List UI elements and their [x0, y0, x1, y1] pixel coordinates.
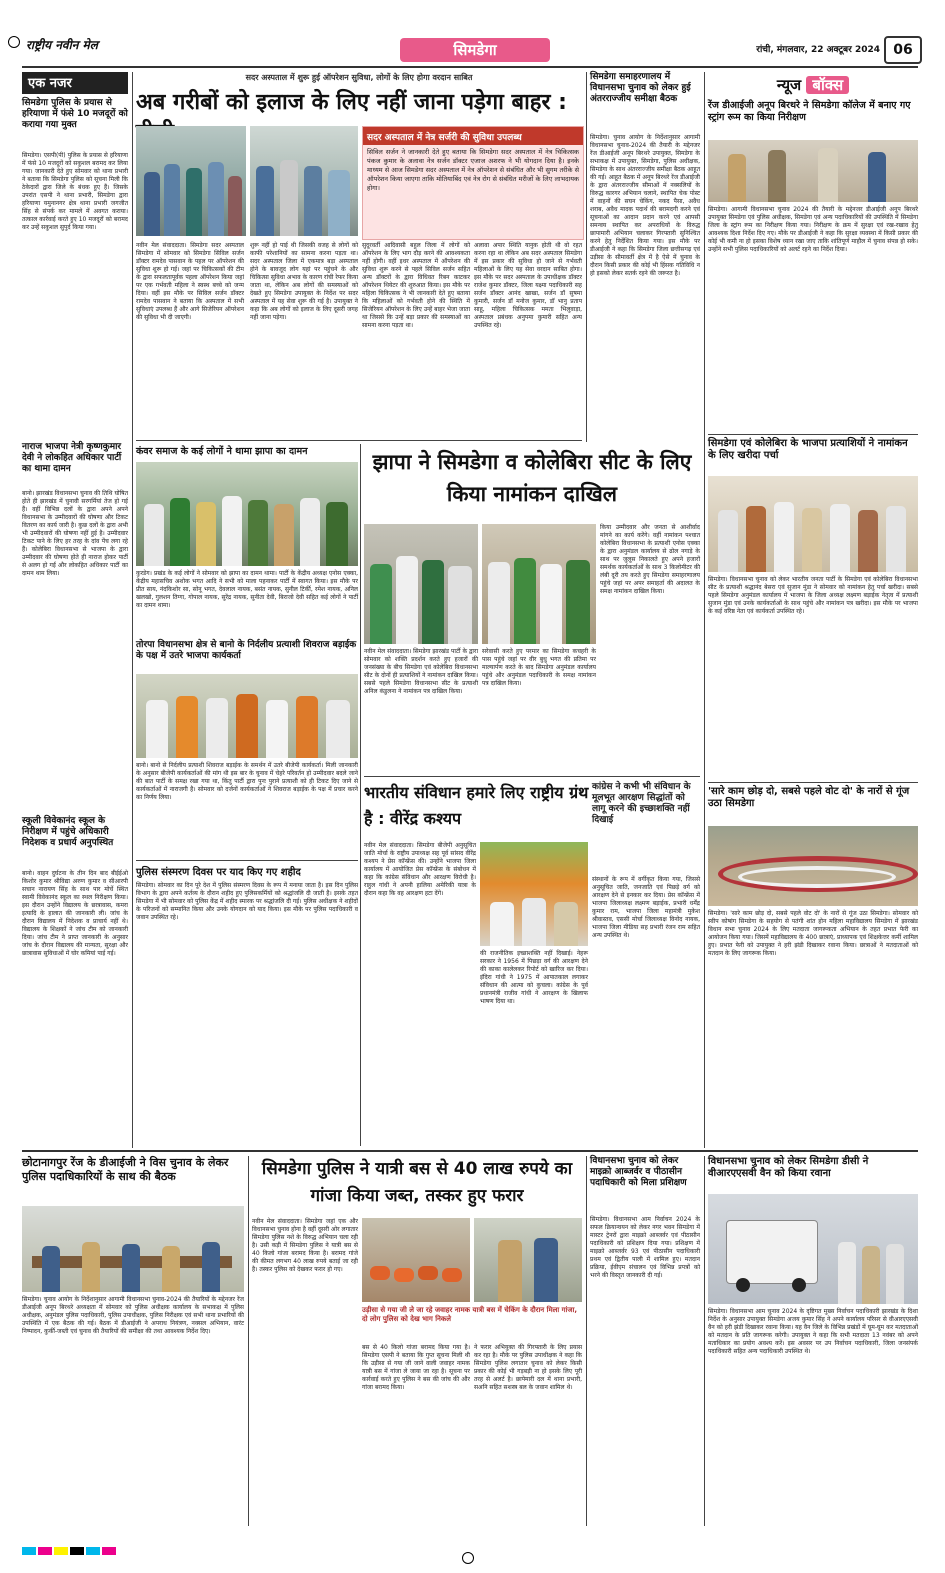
bottom-story4-title: विधानसभा चुनाव को लेकर सिमडेगा डीसी ने वीआरएएसवी वैन को किया रवाना: [708, 1156, 869, 1179]
kashyap-headline: भारतीय संविधान हमारे लिए राष्ट्रीय ग्रंथ है : वीरेंद्र कश्यप: [364, 783, 589, 828]
ek-nazar-label: एक नजर: [22, 72, 128, 94]
dig-meeting-photo: [22, 1206, 244, 1292]
bottom-story3-title: विधानसभा चुनाव को लेकर माइक्रो आब्जर्वर व पीठासीन पदाधिकारी को मिला प्रशिक्षण: [590, 1156, 687, 1188]
left-story1-title: सिमडेगा पुलिस के प्रयास से हरियाणा में फंसे 10 मजदूरों को कराया गया मुक्त: [22, 98, 128, 130]
left-story3-body: बानो। वाहन दुर्घटना के तीन दिन बाद बीईईओ किशोर कुमार श्रीविद्या अरुण कुमार व सीआरपी सचान नारायण सिंह के साथ पार मोर्चे स्थित स्वामी विवेकानंद स्कूल का स्थल निरीक्षण किया। इस दौरान उन्होंने विद्यालय के छात्रावास, कमरा इत्यादि के हालात की जानकारी ली। जांच के दौरान विद्यालय में निदेशक व प्राचार्य नहीं थे। विद्यालय के शिक्षकों ने जांच टीम को जानकारी दिया। जांच टीम ने प्राप्त जानकारी के अनुसार जांच के दौरान विद्यालय की मान्यता, सुरक्षा और छात्रावास सुविधाओं में घोर कमियां पाई गई।: [22, 870, 128, 957]
row4-title: पुलिस संस्मरण दिवस पर याद किए गए शहीद: [136, 867, 301, 878]
rally-photo: [708, 826, 918, 906]
column-rule: [704, 1156, 705, 1526]
bottom-story1-title: छोटानागपुर रेंज के डीआईजी ने विस चुनाव के लेकर पुलिस पदाधिकारियों के साथ की बैठक: [22, 1156, 229, 1183]
main-kicker: सदर अस्पताल में शुरू हुई ऑपरेशन सुविधा, लोगों के लिए होगा वरदान साबित: [245, 73, 473, 82]
kanwar-photo: [136, 462, 358, 566]
column-rule: [586, 72, 587, 442]
print-color-bar: [22, 1540, 918, 1550]
ganja-photo-1: [362, 1218, 470, 1302]
masthead-rule: [22, 66, 918, 68]
highlight-body: सिविल सर्जन ने जानकारी देते हुए बताया कि सिमडेगा सदर अस्पताल में नेत्र चिकित्सक पंकज कुमार के अलावा नेत्र सर्जन डॉक्टर एजाज अशरफ ने भी योगदान दिया है। इनके माध्यम से आज सिमडेगा सदर अस्पताल में नेत्र ऑपरेशन से संबंधित और भी सुगम तरीके से ऑपरेशन किया जाएगा ताकि मोतियाबिंद एवं नेत्र रोग से संबंधित मरीजों के लिए लाभदायक होगा।: [367, 148, 579, 192]
column-rule: [132, 72, 133, 1148]
row2-title: कंवर समाज के कई लोगों ने थामा झापा का दामन: [136, 446, 308, 457]
jhapa-body-col2: सरेवासी करते हुए परमार का सिमडेगा कचहरी के पास पहुंचे जहां पर वीर बुधु भगत की प्रतिमा पर माल्यार्पण करते के बाद सिमडेगा अनुमंडल कार्यालय पहुंचे और अनुमंडल पदाधिकारी के समक्ष नामांकन पत्र दाखिल किया।: [482, 648, 596, 687]
column-rule: [360, 444, 361, 1146]
left-story3-title: स्कूली विवेकानंद स्कूल के निरीक्षण में पहुंचे अधिकारी निदेशक व प्रधार्य अनुपस्थित: [22, 816, 114, 848]
jhapa-photo-1: [364, 524, 478, 644]
main-body-col4: अलावा अपार स्थिति यानुक होती थी वो रहत करना रहा था लेकिन अब सदर अस्पताल सिमडेगा में इस प्रकार की सुविधा हो जाने से गर्भवती महिलाओं के लिए यह सेवा वरदान साबित होगा। इस मौके पर सदर अस्पताल के उपाधीक्षक डॉक्टर राजेश कुमार डॉक्टर, जिला यक्ष्मा पदाधिकारी सह सर्जन डॉक्टर आनंद खाखा, सर्जन डॉ सुषमा कुमारी, सर्जन डॉ मनोज कुमार, डॉ भानु प्रताप साहू, महिला चिकित्सक ममता भिलुवाड़ा, अस्पताल प्रबंधक अनुपमा कुमारी सहित अन्य उपस्थित रहे।: [474, 242, 582, 329]
row2-body: कुरडेग। प्रखंड के कई लोगों ने सोमवार को झापा का दामन थामा। पार्टी के केंद्रीय अध्यक्ष एनोस एक्का, केंद्रीय महासचिव अशोक भगत आदि ने सभी को माला पहनाकर पार्टी में स्वागत किया। इस मौके पर प्रीत साय, नंदकिशोर सा, सोनू भगत, देवलाल नायक, बसंत नायक, सुनील टिर्की, रमेश नायक, अनिल खलखो, गुलशन तिग्गा, गोपाल नायक, सुरेंद्र नायक, सुनीता देवी, बिराजो देवी सहित कई लोगों ने पार्टी का दामन थामा।: [136, 570, 358, 609]
page-number: 06: [884, 36, 922, 64]
section-rule: [708, 434, 918, 435]
bjp-candidates-photo: [708, 476, 918, 572]
jhapa-headline: झापा ने सिमडेगा व कोलेबिरा सीट के लिए किया नामांकन दाखिल: [372, 450, 692, 506]
right-story1-title: रेंज डीआईजी अनूप बिरथरे ने सिमडेगा कॉलेज में बनाए गए स्ट्रांग रूम का किया निरीक्षण: [708, 100, 911, 123]
section-title: सिमडेगा: [400, 38, 550, 62]
kashyap-photo: [480, 842, 588, 946]
jhapa-body-col1: नवीन मेल संवाददाता। सिमडेगा झारखंड पार्टी के द्वारा सोमवार को शक्ति प्रदर्शन करते हुए हजारों की जनसंख्या के बीच सिमडेगा एवं कोलेबिरा विधानसभा सीट के दोनों ही प्रत्याशियों ने नामांकन दाखिल किया। सबसे पहले सिमडेगा विधानसभा सीट के प्रत्याशी अनिल कंडुलना ने नामांकन पत्र दाखिल किया।: [364, 648, 478, 695]
congress-title: कांग्रेस ने कभी भी संविधान के मूलभूत आरक्षण सिद्धांतों को लागू करने की इच्छाशक्ति नहीं दिखाई: [592, 782, 691, 825]
jhapa-body-col3: किया उम्मीदवार और जनता से आशीर्वाद मांगने का कार्य करेंगे। वहीं नामांकन पश्चात कोलेबिरा विधानसभा के प्रत्याशी एनोस एक्का के द्वारा अनुमंडल कार्यालय से ढोल नगाड़े के साथ पर जुलूस निकालते हुए अपने हजारों समर्थक कार्यकर्ताओं के साथ 3 किलोमीटर की लंबी दूरी तय करते हुए सिमडेगा समाहरणालय पहुंचे जहां पर अपर समाहर्ता की अदालत के समक्ष नामांकन दाखिल किया।: [600, 524, 700, 595]
column-rule: [248, 1156, 249, 1526]
row3-title: तोरपा विधानसभा क्षेत्र से बानो के निर्दलीय प्रत्याशी शिवराज बड़ाईक के पक्ष में उतरे भाजपा कार्यकर्ता: [136, 640, 357, 661]
van-photo: [708, 1194, 918, 1304]
midright-body: सिमडेगा। चुनाव आयोग के निर्देशानुसार आगामी विधानसभा चुनाव-2024 की तैयारी के मद्देनजर रेंज डीआईजी अनूप बिरथरे उपायुक्त, सिमडेगा के सभाकक्ष में उपायुक्त, सिमडेगा, पुलिस अधीक्षक, सिमडेगा के साथ अंतरराज्जीय समीक्षा बैठक आहूत की गई। आहूत बैठक में अनूप बिरथरे रेंज डीआईजी के द्वारा अंतरराज्जीय सीमाओं में नक्सलियों के विरुद्ध कारगर अभियान चलाने, स्थापित चेक पोस्ट में वाहनों की सघन चेकिंग, नकद पैसा, अवैध शराब, अवैध मादक पदार्थ की बरामदगी करने एवं सूचनाओं का आदान प्रदान करने एवं आपसी समन्वय स्थापित कर अपराधियों के विरुद्ध छापामारी अभियान चलाकर गिरफ्तारी सुनिश्चित करने हेतु निर्देशित किया गया। इस मौके पर डीआईजी ने कहा कि सिमडेगा जिला छत्तीसगढ़ एवं उड़ीसा के सीमावर्ती क्षेत्र में है ऐसे में चुनाव के दौरान किसी प्रकार की कोई भी हिंसक गतिविधि न हो इसको लेकर सतर्क रहने की जरूरत है।: [590, 134, 700, 277]
ganja-photo-2: [474, 1218, 582, 1302]
dig-inspection-photo: [708, 140, 918, 202]
bottom-story3-body: सिमडेगा। विधानसभा आम निर्वाचन 2024 के सफल क्रियान्वयन को लेकर नगर भवन सिमडेगा में मास्टर ट्रेनरों द्वारा माइक्रो आब्जर्वर एवं पीठासीन पदाधिकारी को प्रशिक्षण दिया गया। प्रशिक्षण में माइक्रो आब्जर्वर 93 एवं पीठासीन पदाधिकारी प्रथम एवं द्वितीय पाली में शामिल हुए। मतदान प्रक्रिया, ईवीएम संचालन एवं विभिन्न प्रपत्रों को भरने की विस्तृत जानकारी दी गई।: [590, 1216, 700, 1279]
left-story1-body: सिमडेगा। एसपी(पी) पुलिस के प्रयास से हरियाणा में फंसे 10 मजदूरों को सकुशल बरामद कर लिया गया। जानकारी देते हुए सोमवार को थाना प्रभारी ने बताया कि सिमडेगा पुलिस को सूचना मिली कि ठेकेदारों द्वारा जिले के बंधक हुए हैं। जिसके उपरांत एसपी ने थाना प्रभारी, सिमडेगा द्वारा हरियाणा यमुनानगर क्षेत्र थाना प्रभारी जगजीत सिंह से संपर्क कर मामले में अवगत कराया। तत्काल कार्रवाई करते हुए 10 मजदूरों को बरामद कर उन्हें सकुशल सुपुर्द किया गया।: [22, 152, 128, 231]
column-rule: [586, 1156, 587, 1526]
bottom-story1-body: सिमडेगा। चुनाव आयोग के निर्देशानुसार आगामी विधानसभा चुनाव-2024 की तैयारियों के मद्देनजर रेंज डीआईजी अनूप बिरथरे अध्यक्षता में सोमवार को पुलिस अधीक्षक कार्यालय के सभाकक्ष में पुलिस अधीक्षक, अनुमंडल पुलिस पदाधिकारी, पुलिस उपाधीक्षक, पुलिस निरीक्षक एवं सभी थाना प्रभारियों की उपस्थिति में एक बैठक की गई। बैठक में डीआईजी ने अपराध नियंत्रण, नक्सल अभियान, वारंट निष्पादन, कुर्की-जब्ती एवं चुनाव की तैयारियों की समीक्षा की तथा आवश्यक निर्देश दिए।: [22, 1296, 244, 1335]
highlight-box: [362, 126, 584, 240]
main-body-col2: शुरू नहीं हो पाई थी जिसकी वजह से लोगों को काफी परेशानियों का सामना करना पड़ता था। सदर अस्पताल जिला में एकमात्र बड़ा अस्पताल होने के बावजूद लोग यहां पर पहुंचने के और चिकित्सा सुविधा अभाव के कारण रांची रेफर किया जाता था, लेकिन अब लोगों की समस्याओं को देखते हुए सिमडेगा उपायुक्त के निर्देश पर सदर अस्पताल में यह सेवा शुरू की गई है। उपायुक्त ने कहा कि अब लोगों को इलाज के लिए दूसरी जगह नहीं जाना पड़ेगा।: [250, 242, 358, 321]
dateline: रांची, मंगलवार, 22 अक्टूबर 2024: [756, 45, 880, 55]
news-box-label: न्यूज बॉक्स: [708, 74, 918, 96]
hospital-photo-2: [250, 126, 358, 236]
section-rule: [364, 776, 700, 777]
congress-body: संस्थानों के रूप में वर्गीकृत किया गया, जिससे अनुसूचित जाति, जनजाति एवं पिछड़े वर्ग को आरक्षण देने से इनकार कर दिया। प्रेस कॉन्फ्रेंस में भाजपा जिलाध्यक्ष लक्ष्मण बड़ाईक, प्रभारी धर्मेंद्र कुमार राम, भाजपा जिला महामंत्री मुकेश श्रीवास्तव, एससी मोर्चा जिलाध्यक्ष विनोद नायक, भाजपा जिला मीडिया सह प्रभारी रंजन राम सहित अन्य उपस्थित थे।: [592, 876, 700, 939]
right-story1-body: सिमडेगा। आगामी विधानसभा चुनाव 2024 की तैयारी के मद्देनजर डीआईजी अनूप बिरथरे उपायुक्त सिमडेगा एवं पुलिस अधीक्षक, सिमडेगा एवं अन्य पदाधिकारियों की उपस्थिति में सिमडेगा जिला के स्ट्रांग रूम का निरीक्षण किया गया। निरीक्षण के क्रम में सुरक्षा एवं रख-रखाव हेतु आवश्यक दिशा निर्देश दिए गए। मौके पर डीआईजी ने कहा कि सुरक्षा व्यवस्था में किसी प्रकार की कोई भी कमी ना हो इसका विशेष ध्यान रखा जाए ताकि शांतिपूर्ण माहौल में चुनाव संपन्न हो सके। उन्होंने सभी पुलिस पदाधिकारियों को अलर्ट रहने का निर्देश दिया।: [708, 206, 918, 253]
left-story2-title: नाराज भाजपा नेत्री कृष्णकुमार देवी ने लोकहित अधिकार पार्टी का थामा दामन: [22, 442, 122, 474]
right-story3-body: सिमडेगा। 'सारे काम छोड़ दो, सबसे पहले वोट दो' के नारों से गूंज उठा सिमडेगा। सोमवार को स्वीप कोषांग सिमडेगा के सहयोग से पतंगी शांत होन महिला महाविद्यालय सिमडेगा में झारखंड विधान सभा चुनाव 2024 के लिए मतदाता जागरूकता अभियान के तहत प्रभात फेरी का आयोजन किया गया। जिसमें महाविद्यालय के 400 छात्राएं, प्राध्यापक एवं शिक्षकेत्तर कर्मी शामिल हुए। प्रभात फेरी को उपायुक्त ने हरी झंडी दिखाकर रवाना किया। छात्राओं ने मतदाताओं को मतदान के लिए जागरूक किया।: [708, 910, 918, 957]
jhapa-photo-2: [482, 524, 596, 644]
main-body-col3: सुदूरवर्ती आदिवासी बहुल जिला में लोगों को ऑपरेशन के लिए भाग दौड़ करने की आवश्यकता नहीं होगी। वहीं इधर अस्पताल में ऑपरेशन की सुविधा शुरू करने से पहले सिविल सर्जन सहित अन्य डॉक्टरों के द्वारा विधिवत रिबन काटकर ऑपरेशन थियेटर की शुरुआत किया। इस मौके पर महिला चिकित्सक ने भी जानकारी देते हुए बताया कि महिलाओं को गर्भवती होने की स्थिति में सिजेरियन ऑपरेशन के लिए उन्हें बाहर भेजा जाता था जिससे कि उन्हें बड़ा प्रकार की समस्याओं का सामना करना पड़ता था।: [362, 242, 470, 329]
right-story2-title: सिमडेगा एवं कोलेबिरा के भाजपा प्रत्याशियों ने नामांकन के लिए खरीदा पर्चा: [708, 438, 908, 461]
bottom-story2-body2: बस से 40 किलो गांजा बरामद किया गया है। सिमडेगा एसपी ने बताया कि गुप्त सूचना मिली थी कि उड़ीसा से गया जी जाने वाली जवाहर नामक यात्री बस में गांजा ले जाया जा रहा है। सूचना पर कार्रवाई करते हुए पुलिस ने बस की जांच की और गांजा बरामद किया।: [362, 1344, 470, 1391]
torpa-photo: [136, 674, 358, 758]
registration-mark: [8, 36, 20, 48]
section-rule: [708, 782, 918, 783]
kashyap-body-col2: की राजनीतिक इच्छाशक्ति नहीं दिखाई। नेहरू सरकार ने 1956 में पिछड़ा वर्ग की आरक्षण देने की काका कालेलकर रिपोर्ट को खारिज कर दिया। इंदिरा गांधी ने 1975 में आपातकाल लगाकर संविधान की आत्मा को कुचला। कांग्रेस के पूर्व प्रधानमंत्री राजीव गांधी ने आरक्षण के खिलाफ भाषण दिया था।: [480, 950, 588, 1005]
hospital-photo-1: [136, 126, 246, 236]
midright-title: सिमडेगा समाहरणालय में विधानसभा चुनाव को लेकर हुई अंतरराज्जीय समीक्षा बैठक: [590, 72, 691, 104]
bottom-story2-headline: सिमडेगा पुलिस ने यात्री बस से 40 लाख रुपये का गांजा किया जब्त, तस्कर हुए फरार: [261, 1159, 573, 1206]
left-story2-body: बानो। झारखंड विधानसभा चुनाव की तिथि घोषित होते ही झारखंड में चुनावी सरगर्मियां तेज हो गई हैं। वहीं विभिन्न दलों के द्वारा अपने अपने विधानसभा के उम्मीदवारों की घोषणा और टिकट वितरण का कार्य जारी है। कुछ दलों के द्वारा अभी भी उम्मीदवारों की घोषणा नहीं हुई है। उम्मीदवार टिकट पाने के लिए हर तरह के दांव पेंच लगा रहे हैं। कोलेबिरा विधानसभा से भाजपा के द्वारा उम्मीदवार की घोषणा होते ही नाराज होकर पार्टी से अलग हो गईं और लोकहित अधिकार पार्टी का दामन थाम लिया।: [22, 490, 128, 577]
highlight-title: सदर अस्पताल में नेत्र सर्जरी की सुविधा उपलब्ध: [363, 127, 583, 145]
row3-body: बानो। बानो से निर्दलीय प्रत्याशी शिवराज बड़ाईक के समर्थन में उतरे बीजेपी कार्यकर्ता। मिली जानकारी के अनुसार बीजेपी कार्यकर्ताओं की मांग थी इस बार के चुनाव में चेहरे परिवर्तन हो उम्मीदवार बदले जाने की बात पार्टी के समक्ष रखा गया था, किंतु पार्टी द्वारा पुनः पुराने प्रत्याशी को ही टिकट दिए जाने से कार्यकर्ताओं में नाराजगी है। सोमवार को दर्जनों कार्यकर्ताओं ने शिवराज बड़ाईक के पक्ष में प्रचार करने का निर्णय लिया।: [136, 762, 358, 801]
main-headline: अब गरीबों को इलाज के लिए नहीं जाना पड़ेगा बाहर :: [136, 90, 567, 115]
ganja-photo-caption: उड़ीसा से गया जी ले जा रहे जवाहर नामक यात्री बस में चेकिंग के दौरान मिला गांजा, दो लोग पुलिस को देख भाग निकले: [362, 1306, 578, 1323]
masthead-logo: राष्ट्रीय नवीन मेल: [26, 38, 98, 52]
kashyap-body-col1: नवीन मेल संवाददाता। सिमडेगा बीजेपी अनुसूचित जाति मोर्चा के राष्ट्रीय उपाध्यक्ष सह पूर्व सांसद वीरेंद्र कश्यप ने प्रेस कॉन्फ्रेंस की। उन्होंने भाजपा जिला कार्यालय में आयोजित प्रेस कॉन्फ्रेंस के संबोधन में कहा कि कांग्रेस संविधान और आरक्षण विरोधी है। राहुल गांधी ने अपनी हालिया अमेरिकी यात्रा के दौरान कहा कि वह आरक्षण हटा देंगे।: [364, 842, 476, 897]
bottom-rule: [22, 1150, 918, 1152]
row4-body: सिमडेगा। सोमवार का दिन पूरे देश में पुलिस संस्मरण दिवस के रूप में मनाया जाता है। इस दिन पुलिस विभाग के द्वारा अपने कर्तव्य के दौरान शहीद हुए पुलिसकर्मियों को श्रद्धांजलि दी जाती है। इसके तहत सिमडेगा में भी सोमवार को पुलिस केंद्र में शहीद स्मारक पर श्रद्धांजलि दी गई। पुलिस अधीक्षक ने शहीदों के परिजनों को सम्मानित किया और उनके योगदान को याद किया। इस मौके पर पुलिस पदाधिकारी व जवान उपस्थित रहे।: [136, 882, 358, 921]
registration-mark: [462, 1552, 474, 1564]
right-story2-body: सिमडेगा। विधानसभा चुनाव को लेकर भारतीय जनता पार्टी के सिमडेगा एवं कोलेबिरा विधानसभा सीट के प्रत्याशी श्रद्धानंद बेसरा एवं सुजान मुंडा ने सोमवार को नामांकन हेतु पर्चा खरीदा। सबसे पहले सिमडेगा अनुमंडल कार्यालय में भाजपा के जिला अध्यक्ष लक्ष्मण बड़ाईक नेतृत्व में प्रत्याशी सुजान मुंडा एवं उनके कार्यकर्ताओं के साथ पहुंचे और नामांकन पत्र खरीदा। इस मौके पर भाजपा के कई वरिष्ठ नेता एवं कार्यकर्ता उपस्थित रहे।: [708, 576, 918, 615]
bottom-story2-body3: ने फरार अभियुक्त की गिरफ्तारी के लिए प्रयास कर रहा है। मौके पर पुलिस उपाधीक्षक ने कहा कि सिमडेगा पुलिस लगातार चुनाव को लेकर किसी प्रकार की कोई भी गड़बड़ी ना हो इसके लिए पूरी तरह से अलर्ट है। छापेमारी दल में थाना प्रभारी, सअनि सहित सशस्त्र बल के जवान शामिल थे।: [474, 1344, 582, 1391]
section-rule: [136, 440, 582, 441]
bottom-story4-body: सिमडेगा। विधानसभा आम चुनाव 2024 के दृष्टिगत मुख्य निर्वाचन पदाधिकारी झारखंड के दिशा निर्देश के अनुसार उपायुक्त सिमडेगा अजय कुमार सिंह ने अपने कार्यालय परिसर से वीआरएएसवी वैन को हरी झंडी दिखाकर रवाना किया। यह वैन जिले के विभिन्न प्रखंडों में घूम-घूम कर मतदाताओं को मतदान के प्रति जागरूक करेगी। उपायुक्त ने कहा कि सभी मतदाता 13 नवंबर को अपने मताधिकार का प्रयोग अवश्य करें। इस अवसर पर उप निर्वाचन पदाधिकारी, जिला जनसंपर्क पदाधिकारी सहित अन्य पदाधिकारी उपस्थित थे।: [708, 1308, 918, 1355]
main-body-col1: नवीन मेल संवाददाता। सिमडेगा सदर अस्पताल सिमडेगा में सोमवार को सिमडेगा सिविल सर्जन डॉक्टर रामदेव पासवान के पहल पर ऑपरेशन की सुविधा शुरू हो गई। जहां पर चिकित्सकों की टीम के द्वारा सफलतापूर्वक पहला ऑपरेशन किया जहां पर एक गर्भवती महिला ने स्वस्थ बच्चे को जन्म दिया। वहीं इस मौके पर सिविल सर्जन डॉक्टर रामदेव पासवान ने बताया कि अस्पताल में सभी सुविधाएं उपलब्ध हैं और आगे सिजेरियन ऑपरेशन की सुविधा भी दी जाएगी।: [136, 242, 244, 321]
bottom-story2-body1: नवीन मेल संवाददाता। सिमडेगा जहां एक और विधानसभा चुनाव होना है वहीं दूसरी ओर लगातार सिमडेगा पुलिस नशे के विरुद्ध अभियान चला रही है। उसी कड़ी में सिमडेगा पुलिस ने यात्री बस से 40 किलो गांजा बरामद किया है। बरामद गांजे की कीमत लगभग 40 लाख रुपये बताई जा रही है। तस्कर पुलिस को देखकर फरार हो गए।: [252, 1218, 358, 1273]
section-rule: [136, 860, 358, 861]
right-story3-title: 'सारे काम छोड़ दो, सबसे पहले वोट दो' के नारों से गूंज उठा सिमडेगा: [708, 786, 910, 809]
column-rule: [704, 72, 705, 1148]
